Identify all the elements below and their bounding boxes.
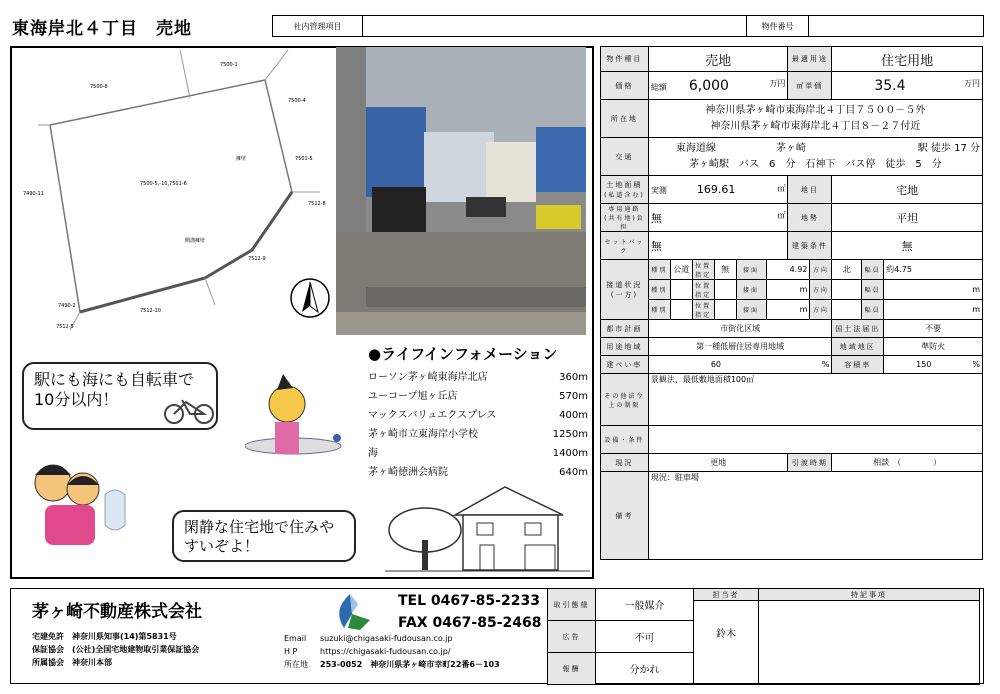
speech-bubble-bike: 駅にも海にも自転車で10分以内！	[22, 362, 218, 430]
price-prefix: 総額	[650, 82, 667, 92]
hp-row	[284, 645, 544, 658]
area-label	[601, 176, 649, 204]
hp-label: H P	[284, 647, 298, 656]
road-kind-label: 種別	[648, 260, 670, 280]
private-road-cell	[648, 204, 788, 232]
email-label: Email	[284, 634, 307, 643]
lot-label: 7500-5,-10,7501-6	[140, 181, 187, 187]
note-label: 備考	[601, 472, 649, 560]
road-unit: m	[766, 280, 810, 300]
chimoku-value: 宅地	[832, 176, 983, 204]
ad-value: 不可	[596, 621, 694, 653]
land-law-value: 不要	[884, 320, 983, 338]
area-prefix: 実測	[650, 186, 667, 195]
road-unit: m	[884, 280, 983, 300]
fax: FAX 0467-85-2468	[398, 615, 542, 631]
status-value: 更地	[648, 454, 788, 472]
city-plan-label: 都市計画	[601, 320, 649, 338]
staff-value: 鈴木	[716, 629, 736, 640]
road-face-label: 接面	[736, 280, 766, 300]
deal-table	[547, 588, 980, 685]
license-text: 宅建免許 神奈川県知事(14)第5831号	[32, 632, 177, 641]
survey-map	[20, 50, 332, 335]
mgmt-value	[363, 16, 747, 36]
ad-label: 広告	[548, 621, 596, 653]
address-cell	[648, 100, 982, 138]
contact-details	[284, 632, 544, 671]
number-value	[809, 16, 983, 36]
email-link[interactable]: suzuki@chigasaki-fudousan.co.jp	[320, 634, 453, 643]
rail-line: 東海道線	[675, 142, 716, 154]
empty-cell	[714, 300, 736, 320]
poi-name: 海	[368, 448, 378, 459]
road-width: 4.92	[766, 260, 810, 280]
road-frontage-label: 幅員	[862, 280, 884, 300]
chimoku-label: 地目	[788, 176, 832, 204]
walk-time: 駅 徒歩 17 分	[917, 142, 980, 154]
poi-name: 茅ヶ崎徳洲会病院	[368, 467, 448, 478]
use-value: 住宅用地	[832, 47, 983, 72]
special-cell	[759, 589, 980, 685]
area-value: 169.61	[696, 183, 736, 196]
empty-cell	[670, 300, 692, 320]
fee-label: 報酬	[548, 653, 596, 685]
site-photo	[336, 47, 586, 335]
page-title: 東海岸北４丁目 売地	[12, 19, 192, 39]
far-label: 容積率	[832, 356, 884, 374]
list-item	[368, 425, 588, 444]
area-sublabel: (私道含む)	[604, 192, 645, 199]
delivery-value: 相談 （ ）	[832, 454, 983, 472]
address-line-1: 神奈川県茅ヶ崎市東海岸北４丁目７５００－５外	[705, 104, 926, 116]
use-label: 最適用途	[788, 47, 832, 72]
other-law-label: その他法令上の制限	[601, 374, 649, 426]
poi-name: ローソン茅ヶ崎東海岸北店	[368, 372, 488, 383]
traffic-line-1	[651, 141, 980, 157]
condition-value: 無	[832, 232, 983, 260]
zone-label: 用途地域	[601, 338, 649, 356]
price-value: 6,000	[688, 77, 729, 94]
unit-price-value: 35.4	[874, 77, 906, 94]
area-label-text: 土地面積	[606, 181, 643, 189]
private-road-label: 専用通路(共有地)負担	[601, 204, 649, 232]
price-label: 価格	[601, 72, 649, 100]
road-dir-label: 方向	[810, 260, 832, 280]
city-plan-value: 市街化区域	[648, 320, 831, 338]
road-pos-label: 位置指定	[692, 280, 714, 300]
special-label: 特記事項	[759, 589, 979, 601]
staff-cell	[694, 589, 759, 685]
road-label: 接道状況(一方)	[601, 260, 649, 320]
other-law-value: 景観法、最低敷地面積100㎡	[648, 374, 982, 426]
association-text: 所属協会 神奈川本部	[32, 658, 112, 667]
deal-label: 取引態様	[548, 589, 596, 621]
unit-price-unit: 万円	[964, 78, 980, 88]
road-unit: m	[884, 300, 983, 320]
district-label: 地域地区	[832, 338, 884, 356]
empty-cell	[832, 280, 862, 300]
number-label: 物件番号	[747, 16, 809, 36]
company-address: 253-0052 神奈川県茅ヶ崎市幸町22番6－103	[320, 660, 500, 669]
road-dir-label: 方向	[810, 280, 832, 300]
road-dir: 北	[832, 260, 862, 280]
empty-cell	[714, 280, 736, 300]
area-unit: ㎡	[777, 184, 786, 193]
address-line-2: 神奈川県茅ヶ崎市東海岸北４丁目８－２７付近	[710, 120, 921, 132]
tel[interactable]: TEL 0467-85-2233	[398, 593, 540, 609]
far-value: 150	[916, 360, 932, 369]
list-item	[368, 387, 588, 406]
lot-label: 7512-10	[140, 308, 161, 314]
property-spec-table	[600, 46, 983, 560]
poi-name: ユーコープ旭ヶ丘店	[368, 391, 458, 402]
lot-label: 7500-4	[288, 98, 306, 104]
address-label: 所在地	[284, 660, 308, 669]
north-arrow-icon	[291, 279, 329, 317]
road-frontage-label: 幅員	[862, 260, 884, 280]
road-unit: m	[766, 300, 810, 320]
poi-name: マックスバリュエクスプレス	[368, 410, 497, 421]
company-name: 茅ヶ崎不動産株式会社	[32, 602, 202, 622]
fee-value: 分かれ	[596, 653, 694, 685]
map-note: 側溝擁壁	[185, 238, 206, 244]
hp-link[interactable]: https://chigasaki-fudousan.co.jp/	[320, 647, 451, 656]
lot-label: 7512-9	[248, 256, 266, 262]
poi-distance: 400m	[559, 410, 588, 421]
lot-label: 7512-8	[308, 201, 326, 207]
road-face-label: 接面	[736, 260, 766, 280]
road-dir-label: 方向	[810, 300, 832, 320]
road-pos: 無	[714, 260, 736, 280]
bcr-unit: %	[821, 360, 830, 369]
poi-distance: 570m	[559, 391, 588, 402]
setback-value: 無	[648, 232, 788, 260]
poi-distance: 1250m	[552, 429, 588, 440]
list-item	[368, 406, 588, 425]
price-cell	[648, 72, 788, 100]
station: 茅ヶ崎	[775, 142, 806, 154]
company-info	[32, 630, 199, 669]
contact-phones	[398, 590, 542, 634]
bicycle-icon	[160, 392, 220, 428]
traffic-line-2: 茅ヶ崎駅 バス 6 分 石神下 バス停 徒歩 5 分	[689, 158, 942, 170]
far-unit: %	[972, 360, 980, 369]
road-kind: 公道	[670, 260, 692, 280]
company-logo-icon	[330, 590, 374, 632]
address-row	[284, 658, 544, 671]
poi-name: 茅ヶ崎市立東海岸小学校	[368, 429, 478, 440]
district-value: 準防火	[884, 338, 983, 356]
zone-value: 第一種低層住居専用地域	[648, 338, 831, 356]
unit-price-label: ㎡単価	[788, 72, 832, 100]
unit-price-cell	[832, 72, 983, 100]
terrain-value: 平坦	[832, 204, 983, 232]
setback-label: セットバック	[601, 232, 649, 260]
house-illustration-icon	[385, 485, 590, 575]
private-road-value: 無	[650, 211, 662, 225]
road-pos-label: 位置指定	[692, 300, 714, 320]
deal-value: 一般媒介	[596, 589, 694, 621]
map-note: 擁壁	[236, 156, 247, 162]
header-box	[272, 15, 984, 37]
address-label: 所在地	[601, 100, 649, 138]
poi-distance: 640m	[559, 467, 588, 478]
note-value: 現況：駐車場	[648, 472, 982, 560]
bcr-value: 60	[710, 360, 722, 369]
bcr-label: 建ぺい率	[601, 356, 649, 374]
staff-label: 担当者	[694, 589, 758, 601]
road-pos-label: 位置指定	[692, 260, 714, 280]
guarantee-text: 保証協会 (公社)全国宅地建物取引業保証協会	[32, 645, 200, 654]
traffic-cell	[648, 138, 982, 176]
mgmt-label: 社内管理項目	[273, 16, 363, 36]
traffic-label: 交通	[601, 138, 649, 176]
empty-cell	[832, 300, 862, 320]
condition-label: 建築条件	[788, 232, 832, 260]
type-label: 物件種目	[601, 47, 649, 72]
road-face-label: 接面	[736, 300, 766, 320]
lot-label: 7501-5	[295, 156, 313, 162]
lot-label: 7490-2	[58, 303, 76, 309]
terrain-label: 地勢	[788, 204, 832, 232]
facility-value	[648, 426, 982, 454]
delivery-label: 引渡時期	[788, 454, 832, 472]
lifeinfo-list	[368, 368, 588, 482]
type-value: 売地	[648, 47, 788, 72]
private-road-unit: ㎡	[777, 210, 786, 220]
list-item	[368, 368, 588, 387]
road-frontage-label: 幅員	[862, 300, 884, 320]
empty-cell	[670, 280, 692, 300]
bcr-cell	[648, 356, 831, 374]
mascot-character-icon	[245, 372, 355, 472]
price-unit: 万円	[769, 78, 786, 88]
lifeinfo-heading: ●ライフインフォメーション	[368, 345, 558, 363]
status-label: 現況	[601, 454, 649, 472]
list-item	[368, 444, 588, 463]
email-row	[284, 632, 544, 645]
lot-label: 7490-11	[23, 191, 44, 197]
road-kind-label: 種別	[648, 300, 670, 320]
facility-label: 設備・条件	[601, 426, 649, 454]
lot-label: 7512-5	[56, 324, 74, 330]
speech-bubble-quiet: 閑静な住宅地で住みやすいぞよ！	[172, 510, 356, 562]
parking-lot-photo	[336, 47, 586, 335]
road-frontage: 約4.75	[884, 260, 983, 280]
poi-distance: 360m	[559, 372, 588, 383]
road-kind-label: 種別	[648, 280, 670, 300]
lot-label: 7500-8	[90, 84, 108, 90]
lot-label: 7500-1	[220, 62, 238, 68]
children-characters-icon	[25, 455, 145, 565]
land-law-label: 国土法届出	[832, 320, 884, 338]
list-item	[368, 463, 588, 482]
area-cell	[648, 176, 788, 204]
poi-distance: 1400m	[552, 448, 588, 459]
far-cell	[884, 356, 983, 374]
